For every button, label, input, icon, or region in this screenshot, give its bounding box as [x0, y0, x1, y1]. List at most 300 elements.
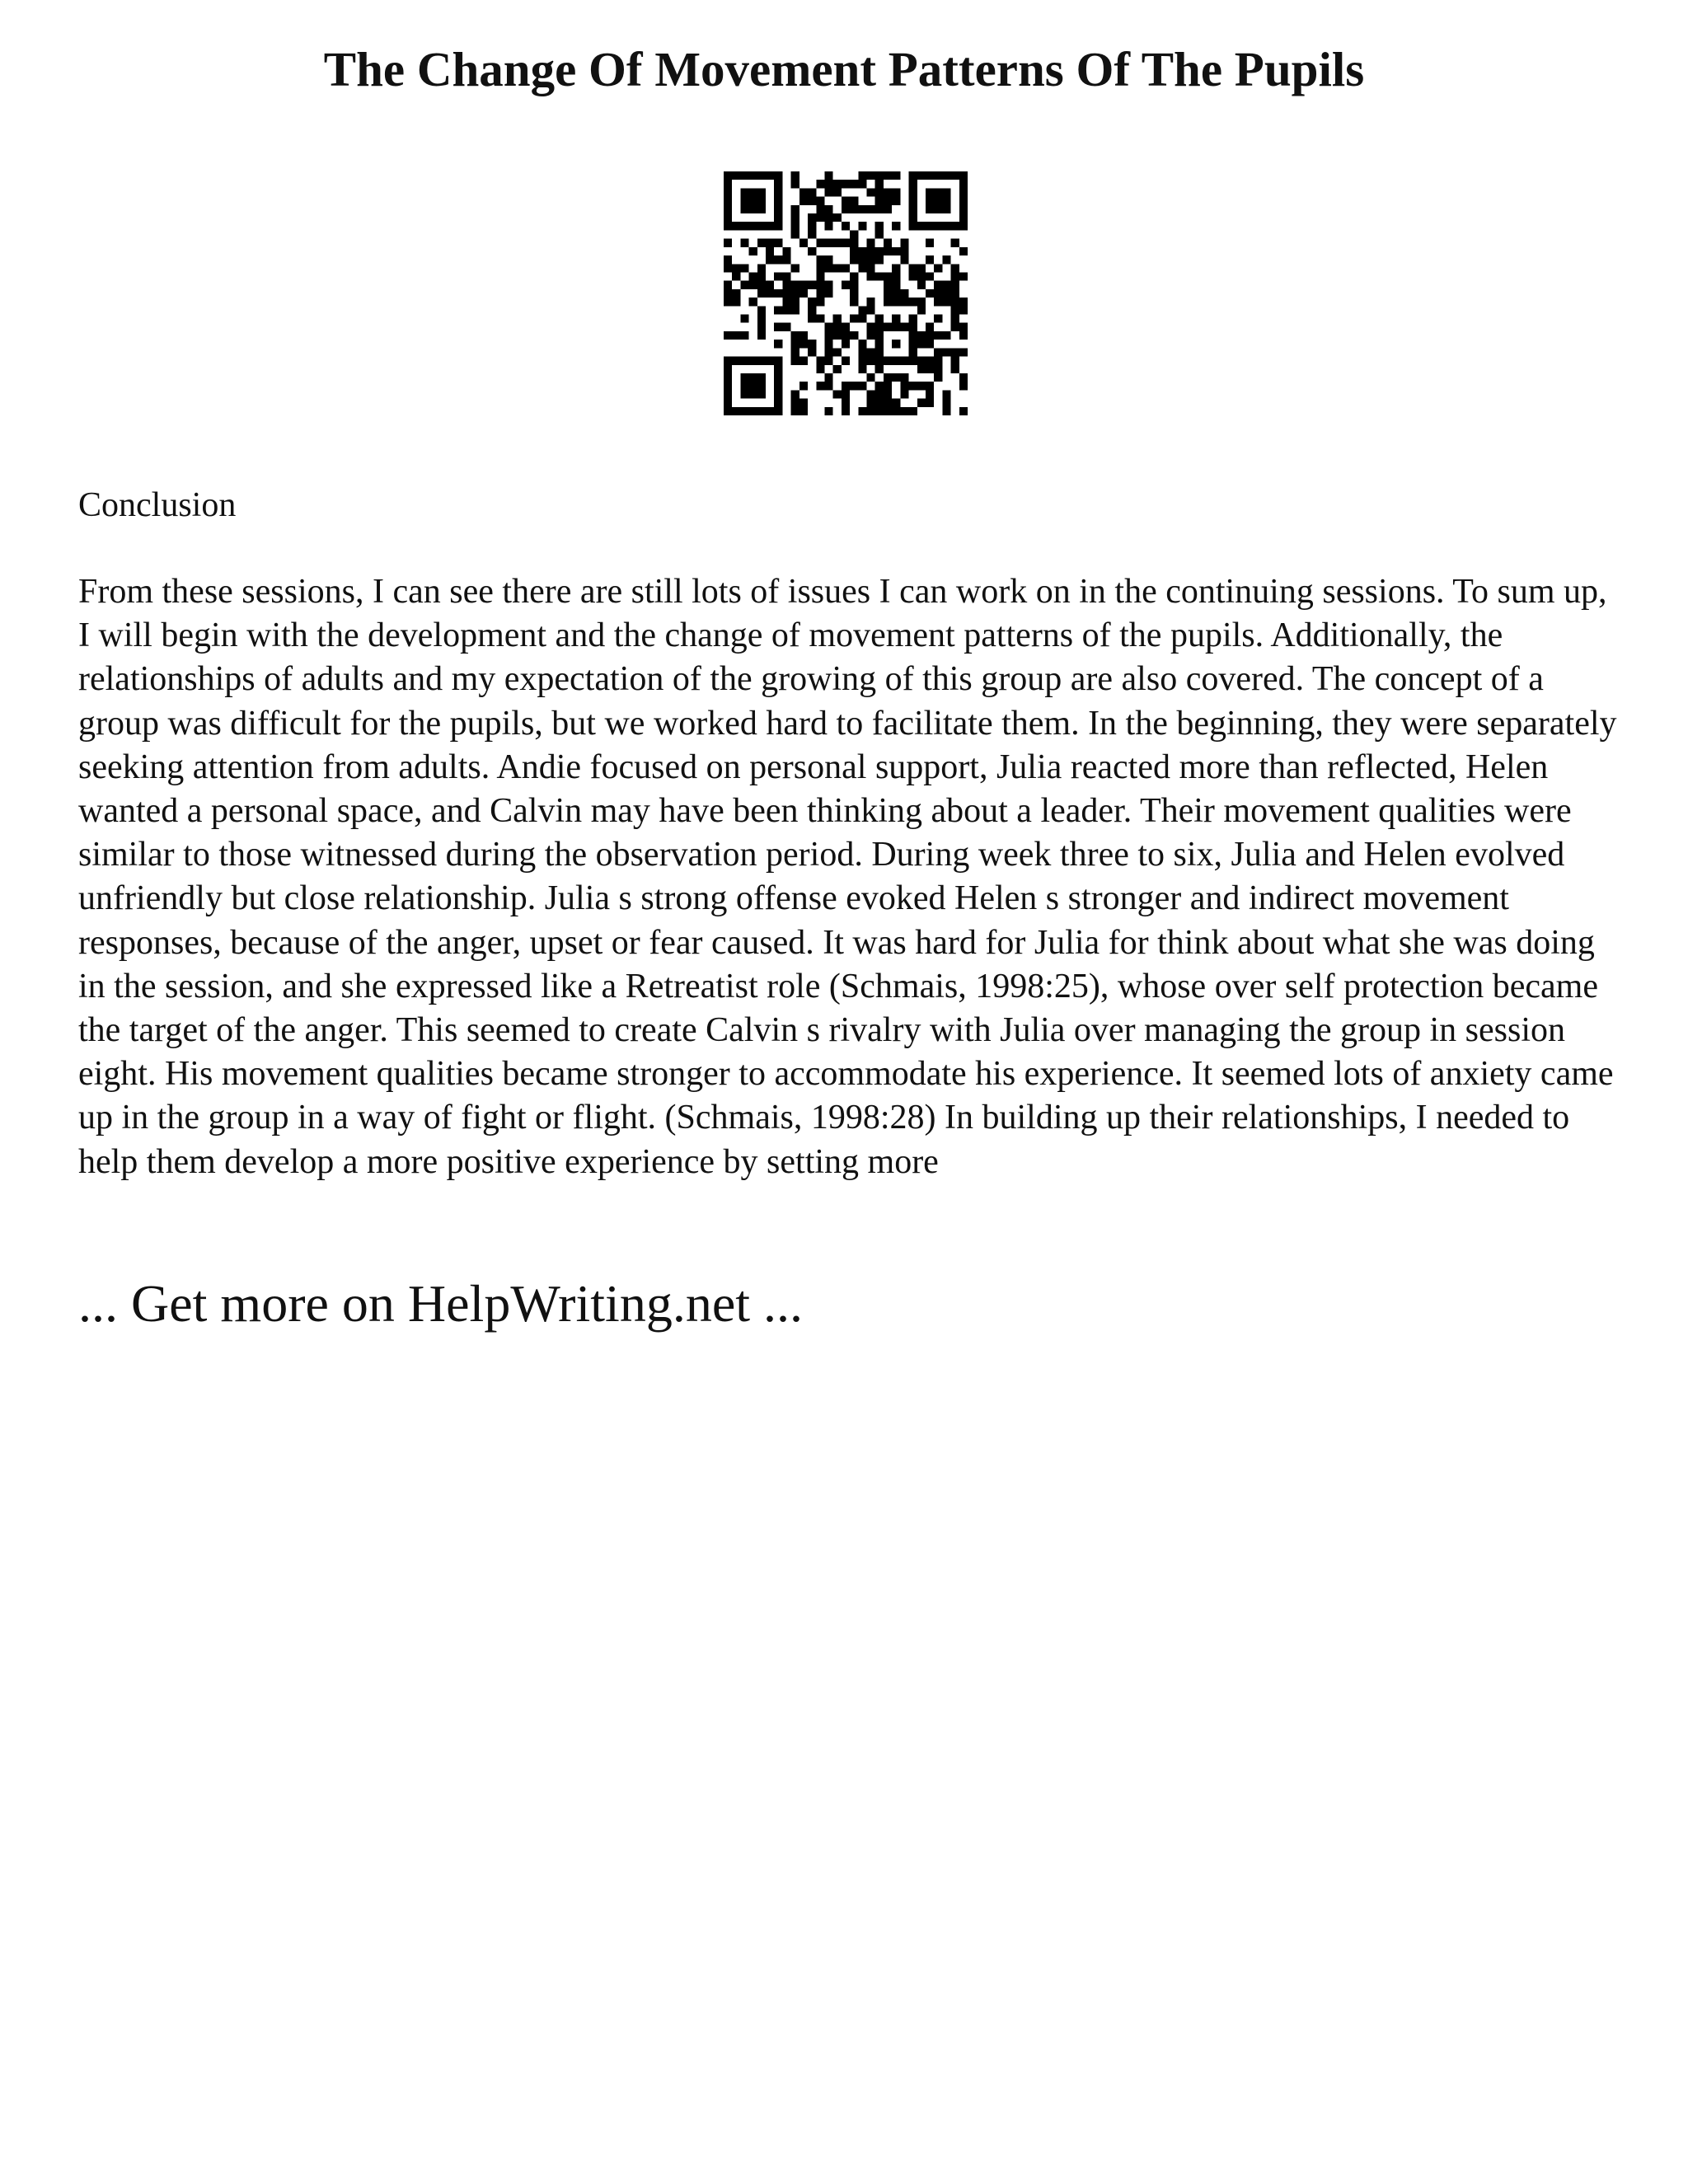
qr-module [917, 399, 926, 407]
qr-module [808, 281, 816, 289]
qr-module [757, 281, 766, 289]
qr-module [724, 407, 732, 415]
qr-module [808, 340, 816, 348]
qr-module [749, 390, 757, 398]
qr-module [732, 264, 740, 272]
qr-module [909, 222, 917, 230]
qr-module [917, 365, 926, 373]
qr-module [842, 264, 850, 272]
qr-module [782, 306, 790, 314]
qr-module [732, 171, 740, 180]
qr-module [850, 281, 858, 289]
qr-module [774, 222, 782, 230]
qr-module [824, 188, 832, 196]
qr-module [867, 390, 875, 398]
qr-module [926, 239, 934, 247]
qr-module [900, 289, 908, 298]
qr-module [909, 315, 917, 323]
qr-module [926, 399, 934, 407]
qr-module [850, 272, 858, 280]
qr-module [875, 340, 884, 348]
qr-module [959, 247, 968, 255]
qr-module [867, 399, 875, 407]
qr-module [833, 180, 842, 188]
qr-module [917, 340, 926, 348]
qr-module [892, 171, 900, 180]
qr-module [724, 222, 732, 230]
qr-module [909, 407, 917, 415]
qr-module [842, 222, 850, 230]
qr-module [942, 390, 950, 398]
qr-module [875, 180, 884, 188]
qr-module [867, 272, 875, 280]
qr-module [724, 281, 732, 289]
qr-module [884, 171, 892, 180]
qr-module [858, 264, 866, 272]
qr-module [850, 382, 858, 390]
qr-module [959, 213, 968, 222]
qr-module [749, 197, 757, 205]
qr-module [900, 247, 908, 255]
qr-module [858, 340, 866, 348]
qr-module [724, 390, 732, 398]
qr-module [867, 171, 875, 180]
qr-module [892, 407, 900, 415]
qr-module [875, 315, 884, 323]
qr-module [740, 315, 748, 323]
qr-module [884, 407, 892, 415]
qr-module [934, 348, 942, 356]
qr-module [875, 272, 884, 280]
qr-module [757, 306, 766, 314]
qr-module [842, 399, 850, 407]
qr-module [816, 205, 824, 213]
qr-module [816, 289, 824, 298]
qr-module [724, 255, 732, 264]
qr-module [926, 272, 934, 280]
qr-module [791, 281, 799, 289]
qr-module [816, 382, 824, 390]
qr-module [740, 222, 748, 230]
qr-module [875, 407, 884, 415]
qr-module [951, 323, 959, 331]
qr-module [757, 315, 766, 323]
qr-module [909, 272, 917, 280]
qr-module [757, 222, 766, 230]
qr-module [791, 298, 799, 306]
qr-module [850, 247, 858, 255]
qr-module [875, 382, 884, 390]
qr-module [799, 382, 808, 390]
qr-module [774, 255, 782, 264]
qr-module [867, 323, 875, 331]
qr-module [959, 272, 968, 280]
qr-module [850, 205, 858, 213]
qr-module [951, 357, 959, 365]
qr-module [724, 171, 732, 180]
qr-module [774, 272, 782, 280]
qr-module [740, 357, 748, 365]
qr-module [724, 264, 732, 272]
qr-module [799, 357, 808, 365]
qr-module [757, 188, 766, 196]
qr-module [875, 348, 884, 356]
qr-module [909, 171, 917, 180]
qr-module [926, 323, 934, 331]
qr-module [757, 357, 766, 365]
qr-module [858, 357, 866, 365]
qr-module [766, 222, 774, 230]
qr-module [774, 382, 782, 390]
qr-module [791, 340, 799, 348]
qr-module [926, 197, 934, 205]
qr-module [791, 306, 799, 314]
qr-module [909, 357, 917, 365]
qr-module [774, 197, 782, 205]
qr-module [791, 264, 799, 272]
qr-module [808, 222, 816, 230]
qr-module [774, 205, 782, 213]
qr-module [909, 323, 917, 331]
qr-module [959, 407, 968, 415]
qr-module [926, 188, 934, 196]
qr-module [791, 180, 799, 188]
qr-module [749, 171, 757, 180]
qr-module [884, 399, 892, 407]
qr-module [875, 197, 884, 205]
qr-module [900, 382, 908, 390]
qr-module [909, 340, 917, 348]
qr-module [824, 348, 832, 356]
qr-module [749, 205, 757, 213]
qr-module [833, 315, 842, 323]
qr-module [858, 315, 866, 323]
qr-module [959, 171, 968, 180]
qr-module [824, 255, 832, 264]
qr-module [850, 331, 858, 340]
qr-code-icon [724, 171, 968, 415]
get-more-link[interactable]: ... Get more on HelpWriting.net ... [78, 1274, 803, 1333]
qr-module [884, 281, 892, 289]
qr-module [900, 323, 908, 331]
qr-module [858, 222, 866, 230]
qr-module [740, 390, 748, 398]
qr-module [892, 323, 900, 331]
qr-module [892, 289, 900, 298]
qr-module [884, 382, 892, 390]
qr-module [926, 205, 934, 213]
qr-module [774, 171, 782, 180]
qr-module [892, 373, 900, 382]
qr-module [942, 331, 950, 340]
qr-module [867, 298, 875, 306]
qr-module [732, 407, 740, 415]
qr-module [917, 264, 926, 272]
qr-module [934, 315, 942, 323]
qr-module [757, 264, 766, 272]
qr-module [757, 323, 766, 331]
qr-module [909, 348, 917, 356]
qr-module [749, 222, 757, 230]
qr-module [884, 373, 892, 382]
qr-module [816, 180, 824, 188]
qr-module [959, 298, 968, 306]
qr-module [799, 197, 808, 205]
qr-module [892, 264, 900, 272]
qr-module [724, 213, 732, 222]
qr-module [917, 382, 926, 390]
qr-module [749, 272, 757, 280]
qr-module [917, 272, 926, 280]
qr-module [766, 281, 774, 289]
qr-module [900, 407, 908, 415]
qr-module [926, 289, 934, 298]
qr-module [724, 365, 732, 373]
qr-module [900, 390, 908, 398]
qr-module [791, 390, 799, 398]
qr-module [875, 365, 884, 373]
qr-module [951, 365, 959, 373]
qr-module [892, 340, 900, 348]
qr-module [757, 407, 766, 415]
qr-module [791, 407, 799, 415]
qr-module [909, 197, 917, 205]
qr-module [816, 255, 824, 264]
qr-module [824, 281, 832, 289]
qr-module [858, 365, 866, 373]
qr-module [858, 171, 866, 180]
qr-module [934, 289, 942, 298]
qr-module [858, 407, 866, 415]
qr-module [892, 247, 900, 255]
qr-module [740, 407, 748, 415]
qr-module [934, 188, 942, 196]
qr-module [842, 281, 850, 289]
qr-module [867, 306, 875, 314]
qr-module [766, 407, 774, 415]
qr-module [757, 272, 766, 280]
qr-module [875, 188, 884, 196]
qr-module [824, 382, 832, 390]
qr-module [909, 382, 917, 390]
qr-module [942, 407, 950, 415]
qr-module [884, 197, 892, 205]
qr-module [942, 255, 950, 264]
qr-module [808, 306, 816, 314]
qr-module [951, 348, 959, 356]
qr-module [959, 188, 968, 196]
qr-module [850, 289, 858, 298]
qr-module [774, 180, 782, 188]
qr-module [766, 289, 774, 298]
qr-module [791, 399, 799, 407]
qr-module [749, 373, 757, 382]
qr-module [774, 188, 782, 196]
qr-module [774, 289, 782, 298]
qr-module [934, 197, 942, 205]
qr-module [816, 213, 824, 222]
qr-module [934, 331, 942, 340]
qr-module [782, 323, 790, 331]
qr-module [926, 390, 934, 398]
qr-module [934, 222, 942, 230]
qr-module [824, 331, 832, 340]
qr-module [732, 222, 740, 230]
qr-module [732, 298, 740, 306]
qr-module [917, 331, 926, 340]
qr-module [724, 188, 732, 196]
qr-module [724, 373, 732, 382]
qr-module [959, 382, 968, 390]
qr-module [808, 315, 816, 323]
qr-module [842, 180, 850, 188]
qr-module [774, 365, 782, 373]
qr-module [926, 357, 934, 365]
qr-module [850, 298, 858, 306]
qr-module [917, 357, 926, 365]
qr-module [884, 188, 892, 196]
qr-module [850, 315, 858, 323]
qr-module [749, 188, 757, 196]
qr-module [740, 382, 748, 390]
qr-module [926, 222, 934, 230]
qr-module [724, 289, 732, 298]
qr-module [824, 180, 832, 188]
qr-module [816, 272, 824, 280]
qr-module [749, 298, 757, 306]
qr-module [766, 239, 774, 247]
qr-module [892, 272, 900, 280]
qr-module [757, 390, 766, 398]
qr-module [740, 171, 748, 180]
qr-module [842, 390, 850, 398]
qr-module [816, 365, 824, 373]
qr-module [774, 357, 782, 365]
qr-module [909, 298, 917, 306]
qr-module [884, 390, 892, 398]
qr-module [951, 306, 959, 314]
qr-module [959, 197, 968, 205]
qr-module [782, 281, 790, 289]
qr-module [824, 373, 832, 382]
qr-module [867, 188, 875, 196]
qr-module [816, 298, 824, 306]
qr-module [884, 323, 892, 331]
qr-module [791, 222, 799, 230]
qr-module [740, 331, 748, 340]
qr-module [934, 365, 942, 373]
qr-module [884, 272, 892, 280]
qr-module [808, 348, 816, 356]
qr-module [850, 180, 858, 188]
qr-module [791, 357, 799, 365]
qr-module [875, 247, 884, 255]
qr-module [791, 171, 799, 180]
qr-module [791, 213, 799, 222]
qr-module [824, 323, 832, 331]
qr-module [959, 205, 968, 213]
qr-module [934, 171, 942, 180]
qr-module [740, 197, 748, 205]
qr-module [892, 188, 900, 196]
qr-module [875, 331, 884, 340]
qr-module [867, 205, 875, 213]
qr-module [816, 197, 824, 205]
qr-code-graphic [724, 171, 968, 415]
qr-module [909, 205, 917, 213]
qr-module [917, 281, 926, 289]
qr-module [757, 239, 766, 247]
qr-module [892, 315, 900, 323]
qr-module [842, 331, 850, 340]
qr-module [791, 348, 799, 356]
qr-module [757, 197, 766, 205]
qr-module [875, 399, 884, 407]
qr-module [926, 331, 934, 340]
qr-module [867, 247, 875, 255]
qr-module [774, 323, 782, 331]
qr-module [774, 407, 782, 415]
qr-module [884, 247, 892, 255]
qr-module [724, 357, 732, 365]
qr-module [959, 348, 968, 356]
qr-module [833, 188, 842, 196]
qr-module [850, 197, 858, 205]
qr-module [816, 239, 824, 247]
qr-module [917, 306, 926, 314]
qr-module [824, 213, 832, 222]
qr-module [900, 373, 908, 382]
qr-module [740, 188, 748, 196]
qr-module [951, 298, 959, 306]
qr-module [842, 205, 850, 213]
qr-module [799, 281, 808, 289]
qr-module [833, 331, 842, 340]
qr-module [791, 289, 799, 298]
qr-module [782, 298, 790, 306]
qr-module [740, 373, 748, 382]
qr-module [884, 239, 892, 247]
qr-module [824, 407, 832, 415]
qr-module [774, 373, 782, 382]
qr-module [917, 222, 926, 230]
qr-module [791, 230, 799, 238]
qr-module [774, 306, 782, 314]
qr-module [942, 298, 950, 306]
qr-module [833, 390, 842, 398]
qr-module [766, 255, 774, 264]
qr-module [757, 171, 766, 180]
qr-module [766, 171, 774, 180]
qr-module [757, 205, 766, 213]
qr-module [934, 281, 942, 289]
qr-module [799, 340, 808, 348]
qr-module [757, 373, 766, 382]
qr-module [900, 298, 908, 306]
qr-module [934, 373, 942, 382]
qr-module [824, 264, 832, 272]
qr-module [951, 272, 959, 280]
body-paragraph: From these sessions, I can see there are still lots of issues I can work on in the continuing sessions. To sum up, I will begin with the development and the change of movement patterns of the pupils. Additionally, the relationships of adults and my expectation of the growing of this group are also covered. The concept of a group was difficult for the pupils, but we worked hard to facilitate them. In the beginning, they were separately seeking attention from adults. Andie focused on personal support, Julia reacted more than reflected, Helen wanted a personal space, and Calvin may have been thinking about a leader. Their movement qualities were similar to those witnessed during the observation period. During week three to six, Julia and Helen evolved unfriendly but close relationship. Julia s strong offense evoked Helen s stronger and indirect movement responses, because of the anger, upset or fear caused. It was hard for Julia for think about what she was doing in the session, and she expressed like a Retreatist role (Schmais, 1998:25), whose over self protection became the target of the anger. This seemed to create Calvin s rivalry with Julia over managing the group in session eight. His movement qualities became stronger to accommodate his experience. It seemed lots of anxiety came up in the group in a way of fight or flight. (Schmais, 1998:28) In building up their relationships, I needed to help them develop a more positive experience by setting more [78, 573, 1617, 1181]
qr-module [942, 188, 950, 196]
qr-module [824, 239, 832, 247]
qr-module [917, 298, 926, 306]
qr-module [858, 180, 866, 188]
qr-module [900, 255, 908, 264]
qr-module [867, 373, 875, 382]
qr-module [850, 239, 858, 247]
qr-module [799, 289, 808, 298]
